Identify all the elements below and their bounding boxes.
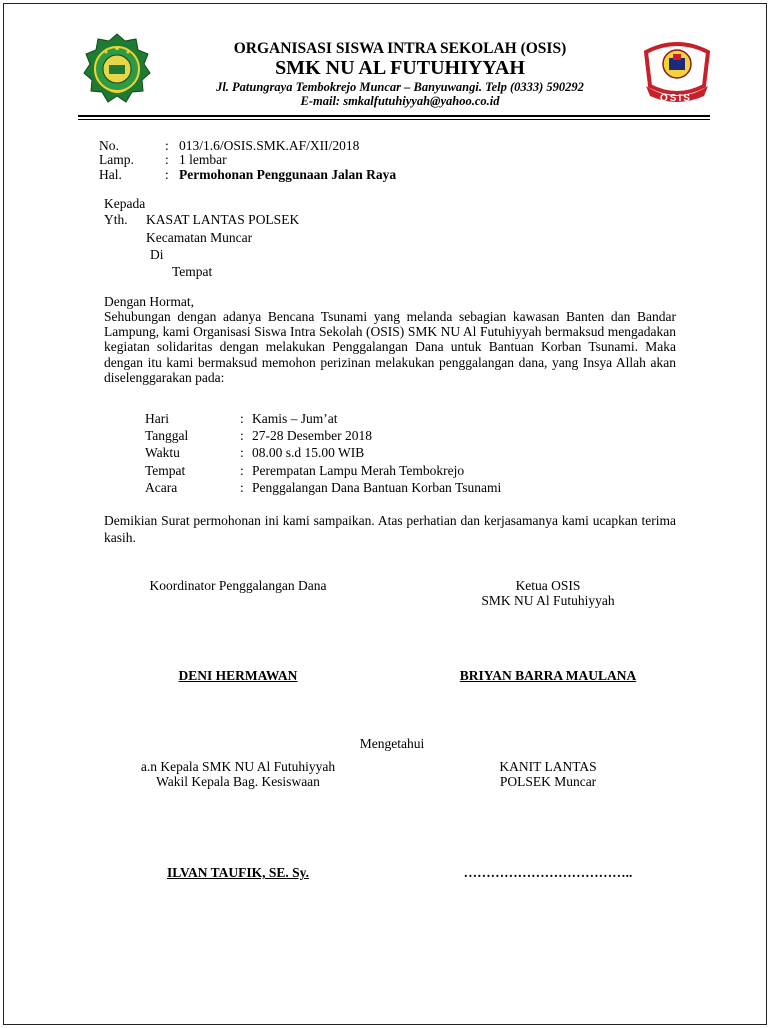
sign-bottom-right-name: ………………………………..	[463, 865, 633, 880]
detail-value: Kamis – Jum’at	[252, 411, 338, 426]
no-colon: :	[165, 138, 169, 153]
lamp-label: Lamp.	[99, 152, 134, 167]
school-address: Jl. Patungraya Tembokrejo Muncar – Banyuwangi. Telp (0333) 590292	[216, 80, 584, 94]
header-divider-thin	[78, 119, 710, 120]
lamp-colon: :	[165, 152, 169, 167]
detail-value: 08.00 s.d 15.00 WIB	[252, 445, 365, 460]
detail-label: Tanggal	[145, 428, 189, 443]
closing-paragraph: Demikian Surat permohonan ini kami sampaikan. Atas perhatian dan kerjasamanya kami ucapkan terima kasih.	[104, 513, 676, 545]
detail-colon: :	[240, 428, 244, 443]
school-logo-icon	[76, 32, 158, 106]
detail-label: Acara	[145, 480, 178, 495]
recipient-name: KASAT LANTAS POLSEK	[146, 212, 300, 227]
detail-label: Hari	[145, 411, 169, 426]
recipient-di: Di	[150, 247, 164, 262]
header-divider-thick	[78, 115, 710, 117]
detail-value: Perempatan Lampu Merah Tembokrejo	[252, 463, 465, 478]
school-email: E-mail: smkalfutuhiyyah@yahoo.co.id	[300, 94, 500, 108]
sign-right-title-1: Ketua OSIS	[515, 578, 581, 593]
osis-logo-text: OSIS	[660, 93, 692, 104]
mengetahui-label: Mengetahui	[359, 736, 425, 751]
detail-label: Tempat	[145, 463, 186, 478]
hal-label: Hal.	[99, 167, 122, 182]
sign-bottom-left-2: Wakil Kepala Bag. Kesiswaan	[156, 774, 320, 789]
detail-value: 27-28 Desember 2018	[252, 428, 372, 443]
sign-left-name: DENI HERMAWAN	[178, 668, 298, 683]
sign-bottom-right-2: POLSEK Muncar	[499, 774, 597, 789]
sign-right-name: BRIYAN BARRA MAULANA	[459, 668, 637, 683]
school-name: SMK NU AL FUTUHIYYAH	[275, 57, 525, 79]
recipient-area: Kecamatan Muncar	[146, 230, 253, 245]
recipient-tempat: Tempat	[172, 264, 213, 279]
sign-bottom-left-1: a.n Kepala SMK NU Al Futuhiyyah	[140, 759, 336, 774]
no-value: 013/1.6/OSIS.SMK.AF/XII/2018	[179, 138, 360, 153]
sign-bottom-left-name: ILVAN TAUFIK, SE. Sy.	[166, 865, 310, 880]
recipient-yth: Yth.	[104, 212, 128, 227]
hal-value: Permohonan Penggunaan Jalan Raya	[179, 167, 397, 182]
detail-colon: :	[240, 463, 244, 478]
no-label: No.	[99, 138, 119, 153]
detail-colon: :	[240, 445, 244, 460]
recipient-kepada: Kepada	[104, 196, 146, 211]
sign-left-title: Koordinator Penggalangan Dana	[149, 578, 327, 593]
detail-label: Waktu	[145, 445, 180, 460]
org-name: ORGANISASI SISWA INTRA SEKOLAH (OSIS)	[233, 40, 567, 57]
detail-colon: :	[240, 480, 244, 495]
lamp-value: 1 lembar	[179, 152, 227, 167]
detail-colon: :	[240, 411, 244, 426]
greeting: Dengan Hormat,	[104, 294, 194, 309]
sign-right-title-2: SMK NU Al Futuhiyyah	[481, 593, 615, 608]
sign-bottom-right-1: KANIT LANTAS	[499, 759, 597, 774]
body-paragraph: Sehubungan dengan adanya Bencana Tsunami yang melanda sebagian kawasan Banten dan Bandar Lampung, kami Organisasi Siswa Intra Sekolah (OSIS) SMK NU Al Futuhiyyah bermaksud mengadakan kegiatan solidaritas dengan melakukan Penggalangan Dana untuk Bantuan Korban Tsunami. Maka dengan itu kami bermaksud memohon perizinan melakukan penggalangan dana, yang Insya Allah akan diselenggarakan pada:	[104, 309, 676, 385]
hal-colon: :	[165, 167, 169, 182]
detail-value: Penggalangan Dana Bantuan Korban Tsunami	[252, 480, 502, 495]
